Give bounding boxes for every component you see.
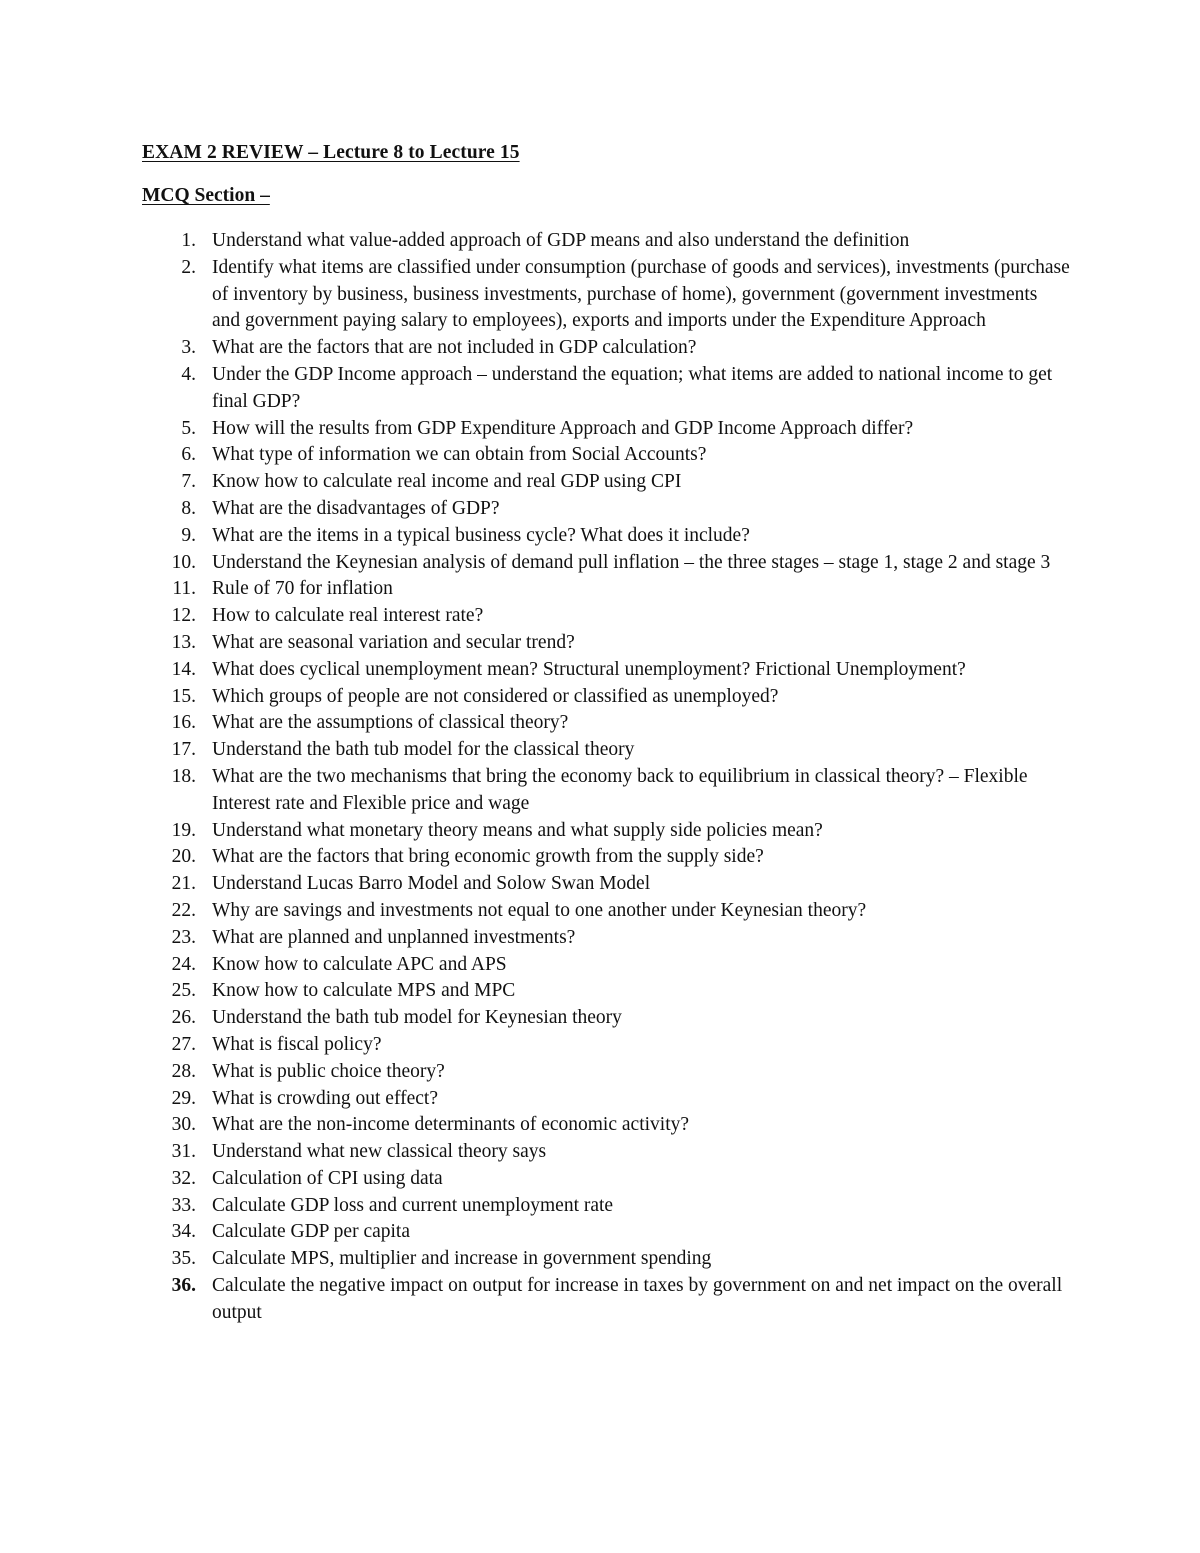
item-number: 24. bbox=[171, 953, 196, 975]
item-text: What are the factors that bring economic growth from the supply side? bbox=[212, 846, 764, 868]
item-number: 27. bbox=[171, 1033, 196, 1055]
list-item bbox=[0, 871, 1200, 898]
item-text: Calculate GDP loss and current unemployment rate bbox=[212, 1194, 614, 1216]
item-text: Which groups of people are not considered or classified as unemployed? bbox=[212, 685, 779, 707]
item-number: 20. bbox=[171, 846, 196, 868]
list-item bbox=[0, 764, 1200, 818]
list-item bbox=[0, 496, 1200, 523]
item-number: 5. bbox=[181, 417, 196, 439]
item-text: Understand Lucas Barro Model and Solow Swan Model bbox=[212, 873, 651, 895]
list-item bbox=[0, 603, 1200, 630]
list-item bbox=[0, 630, 1200, 657]
item-number: 9. bbox=[181, 524, 196, 546]
item-number: 16. bbox=[171, 712, 196, 734]
item-text: What are the two mechanisms that bring the economy back to equilibrium in classical theory? – Flexible Interest rate and Flexible price and wage bbox=[212, 765, 1028, 814]
list-item bbox=[0, 228, 1200, 255]
item-number: 26. bbox=[171, 1007, 196, 1029]
item-number: 3. bbox=[181, 337, 196, 359]
list-item bbox=[0, 255, 1200, 335]
list-item bbox=[0, 898, 1200, 925]
list-item bbox=[0, 684, 1200, 711]
item-number: 14. bbox=[171, 658, 196, 680]
list-item bbox=[0, 1193, 1200, 1220]
list-item bbox=[0, 416, 1200, 443]
item-text: Calculate GDP per capita bbox=[212, 1221, 410, 1243]
list-item bbox=[0, 1273, 1200, 1327]
item-number: 15. bbox=[171, 685, 196, 707]
item-text: What are the disadvantages of GDP? bbox=[212, 497, 500, 519]
item-number: 36. bbox=[171, 1275, 196, 1297]
item-text: Calculate MPS, multiplier and increase in government spending bbox=[212, 1248, 712, 1270]
item-number: 11. bbox=[172, 578, 196, 600]
item-text: Know how to calculate APC and APS bbox=[212, 953, 507, 975]
item-number: 30. bbox=[171, 1114, 196, 1136]
item-number: 8. bbox=[181, 497, 196, 519]
item-text: Understand what new classical theory says bbox=[212, 1141, 547, 1163]
item-text: Understand the bath tub model for Keynesian theory bbox=[212, 1007, 622, 1029]
list-item bbox=[0, 469, 1200, 496]
item-number: 6. bbox=[181, 444, 196, 466]
list-item bbox=[0, 710, 1200, 737]
list-item bbox=[0, 1139, 1200, 1166]
item-text: What is crowding out effect? bbox=[212, 1087, 438, 1109]
item-number: 33. bbox=[171, 1194, 196, 1216]
item-number: 2. bbox=[181, 256, 196, 278]
item-text: Why are savings and investments not equal to one another under Keynesian theory? bbox=[212, 899, 867, 921]
list-item bbox=[0, 1005, 1200, 1032]
item-text: Under the GDP Income approach – understand the equation; what items are added to national income to get final GDP? bbox=[212, 363, 1053, 412]
list-item bbox=[0, 925, 1200, 952]
item-text: What does cyclical unemployment mean? Structural unemployment? Frictional Unemployment? bbox=[212, 658, 966, 680]
item-number: 29. bbox=[171, 1087, 196, 1109]
item-text: Identify what items are classified under consumption (purchase of goods and services), investments (purchase of inventory by business, business investments, purchase of home), government (government investments and government paying salary to employees), exports and imports under the Expenditure Approach bbox=[212, 256, 1070, 332]
section-heading: MCQ Section – bbox=[142, 185, 270, 206]
item-number: 12. bbox=[171, 605, 196, 627]
item-text: Rule of 70 for inflation bbox=[212, 578, 393, 600]
list-item bbox=[0, 335, 1200, 362]
list-item bbox=[0, 550, 1200, 577]
item-number: 25. bbox=[171, 980, 196, 1002]
list-item bbox=[0, 978, 1200, 1005]
item-text: What are the assumptions of classical theory? bbox=[212, 712, 569, 734]
item-text: Understand the bath tub model for the classical theory bbox=[212, 739, 635, 761]
list-item bbox=[0, 362, 1200, 416]
item-number: 28. bbox=[171, 1060, 196, 1082]
item-text: What are seasonal variation and secular trend? bbox=[212, 631, 575, 653]
item-number: 35. bbox=[171, 1248, 196, 1270]
item-number: 17. bbox=[171, 739, 196, 761]
list-item bbox=[0, 576, 1200, 603]
question-list bbox=[0, 228, 1200, 1327]
item-number: 13. bbox=[171, 631, 196, 653]
item-number: 31. bbox=[171, 1141, 196, 1163]
list-item bbox=[0, 844, 1200, 871]
list-item bbox=[0, 1032, 1200, 1059]
list-item bbox=[0, 1219, 1200, 1246]
list-item bbox=[0, 523, 1200, 550]
item-text: How will the results from GDP Expenditure Approach and GDP Income Approach differ? bbox=[212, 417, 914, 439]
document-title: EXAM 2 REVIEW – Lecture 8 to Lecture 15 bbox=[142, 142, 520, 163]
item-text: Know how to calculate MPS and MPC bbox=[212, 980, 516, 1002]
item-text: Understand the Keynesian analysis of demand pull inflation – the three stages – stage 1, stage 2 and stage 3 bbox=[212, 551, 1051, 573]
item-text: What are the items in a typical business cycle? What does it include? bbox=[212, 524, 750, 546]
list-item bbox=[0, 442, 1200, 469]
list-item bbox=[0, 818, 1200, 845]
item-number: 22. bbox=[171, 899, 196, 921]
item-text: Understand what monetary theory means and what supply side policies mean? bbox=[212, 819, 823, 841]
item-text: Calculation of CPI using data bbox=[212, 1167, 443, 1189]
item-text: Understand what value-added approach of GDP means and also understand the definition bbox=[212, 230, 910, 251]
item-text: What are the factors that are not included in GDP calculation? bbox=[212, 337, 697, 359]
item-text: Know how to calculate real income and real GDP using CPI bbox=[212, 471, 682, 493]
list-item bbox=[0, 657, 1200, 684]
item-number: 18. bbox=[171, 765, 196, 787]
item-number: 21. bbox=[171, 873, 196, 895]
list-item bbox=[0, 952, 1200, 979]
list-item bbox=[0, 1166, 1200, 1193]
list-item bbox=[0, 1246, 1200, 1273]
item-number: 32. bbox=[171, 1167, 196, 1189]
item-text: How to calculate real interest rate? bbox=[212, 605, 484, 627]
list-item bbox=[0, 1059, 1200, 1086]
item-number: 4. bbox=[181, 363, 196, 385]
list-item bbox=[0, 1112, 1200, 1139]
item-text: What is fiscal policy? bbox=[212, 1033, 382, 1055]
item-number: 34. bbox=[171, 1221, 196, 1243]
list-item bbox=[0, 1086, 1200, 1113]
item-number: 7. bbox=[181, 471, 196, 493]
item-text: What type of information we can obtain from Social Accounts? bbox=[212, 444, 707, 466]
item-number: 23. bbox=[171, 926, 196, 948]
item-text: What are planned and unplanned investments? bbox=[212, 926, 576, 948]
item-number: 10. bbox=[171, 551, 196, 573]
item-text: Calculate the negative impact on output for increase in taxes by government on and net impact on the overall output bbox=[212, 1275, 1063, 1323]
list-item bbox=[0, 737, 1200, 764]
item-text: What is public choice theory? bbox=[212, 1060, 445, 1082]
item-number: 19. bbox=[171, 819, 196, 841]
item-text: What are the non-income determinants of economic activity? bbox=[212, 1114, 690, 1136]
item-number: 1. bbox=[181, 230, 196, 251]
